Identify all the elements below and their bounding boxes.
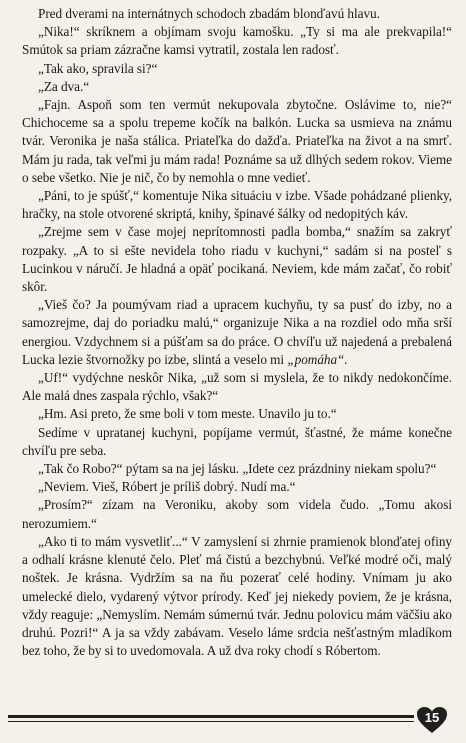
footer-rule-thin	[8, 721, 414, 722]
italic-word: „pomáha“.	[287, 351, 348, 367]
paragraph: Pred dverami na internátnych schodoch zbadám blonďavú hlavu.	[38, 6, 380, 21]
paragraph	[22, 296, 452, 369]
page-footer	[8, 706, 458, 736]
paragraph: „Páni, to je spúšť,“ komentuje Nika situáciu v izbe. Všade pohádzané plienky, hračky, na stole otvorené skriptá, knihy, špinavé šálky od nedopitých káv.	[22, 188, 452, 222]
paragraph: „Neviem. Vieš, Róbert je príliš dobrý. Nudí ma.“	[38, 479, 296, 495]
paragraph: „Tak čo Robo?“ pýtam sa na jej lásku. „Idete cez prázdniny niekam spolu?“	[38, 461, 437, 477]
paragraph: „Tak ako, spravila si?“	[38, 60, 158, 76]
paragraph: „Zrejme sem v čase mojej neprítomnosti padla bomba,“ snažím sa zakryť rozpaky. „A to si ešte nevidela toho riadu v kuchyni,“ sadám si na posteľ s Lucinkou v náručí. Je hladná a opäť pocikaná. Neviem, kde mám začať, čo robiť skôr.	[22, 224, 452, 295]
page-number-badge	[416, 706, 448, 734]
book-page-text	[22, 5, 452, 660]
page-number: 15	[424, 710, 440, 725]
paragraph: „Za dva.“	[38, 78, 90, 94]
paragraph: „Fajn. Aspoň som ten vermút nekupovala zbytočne. Oslávime to, nie?“ Chichoceme sa a spolu trepeme kočík na balkón. Lucka sa usmieva na známu tvár. Veronika je naša stálica. Priateľka do dažďa. Priateľka na život a na smrť. Mám ju rada, tak veľmi ju mám rada! Poznáme sa už dlhých sedem rokov. Vieme o sebe všetko. Nie je nič, čo by nemohla o mne vedieť.	[22, 97, 452, 185]
paragraph: „Prosím?“ zízam na Veroniku, akoby som videla čudo. „Tomu akosi nerozumiem.“	[22, 497, 452, 531]
paragraph: „Ako ti to mám vysvetliť...“ V zamyslení si zhrnie pramienok blonďatej ofiny a odhalí krásne klenuté čelo. Pleť má čistú a bezchybnú. Veľké modré oči, malý noštek. Je krásna. Vydržím sa na ňu pozerať celé hodiny. Vnímam ju ako umelecké dielo, vydarený výtvor prírody. Keď jej niekedy poviem, že je krásna, vždy reaguje: „Nemyslím. Nemám súmernú tvár. Jednu polovicu mám väčšiu ako druhú. Pozri!“ A ja sa vždy zabávam. Veselo láme srdcia nešťastným mladíkom bez toho, že by si to uvedomovala. A už dva roky chodí s Róbertom.	[22, 533, 452, 659]
paragraph: „Nika!“ skríknem a objímam svoju kamošku. „Ty si ma ale prekvapila!“ Smútok sa priam zázračne kamsi vytratil, zostala len radosť.	[22, 24, 452, 58]
paragraph: Sedíme v upratanej kuchyni, popíjame vermút, šťastné, že máme konečne chvíľu pre seba.	[22, 424, 452, 458]
footer-rule-thick	[8, 715, 414, 718]
paragraph: „Uf!“ vydýchne neskôr Nika, „už som si myslela, že to nikdy nedokončíme. Ale malá dnes zaspala rýchlo, však?“	[22, 370, 452, 404]
paragraph: „Hm. Asi preto, že sme boli v tom meste. Unavilo ju to.“	[38, 406, 337, 422]
paragraph-text: „Vieš čo? Ja poumývam riad a upracem kuchyňu, ty sa pusť do izby, no a samozrejme, daj do poriadku malú,“ organizuje Nika a na rozdiel odo mňa srší energiou. Vzdychnem si a púšťam sa do práce. O chvíľu už najedená a prebalená Lucka lezie štvornožky po izbe, slintá a veselo mi	[22, 297, 452, 367]
